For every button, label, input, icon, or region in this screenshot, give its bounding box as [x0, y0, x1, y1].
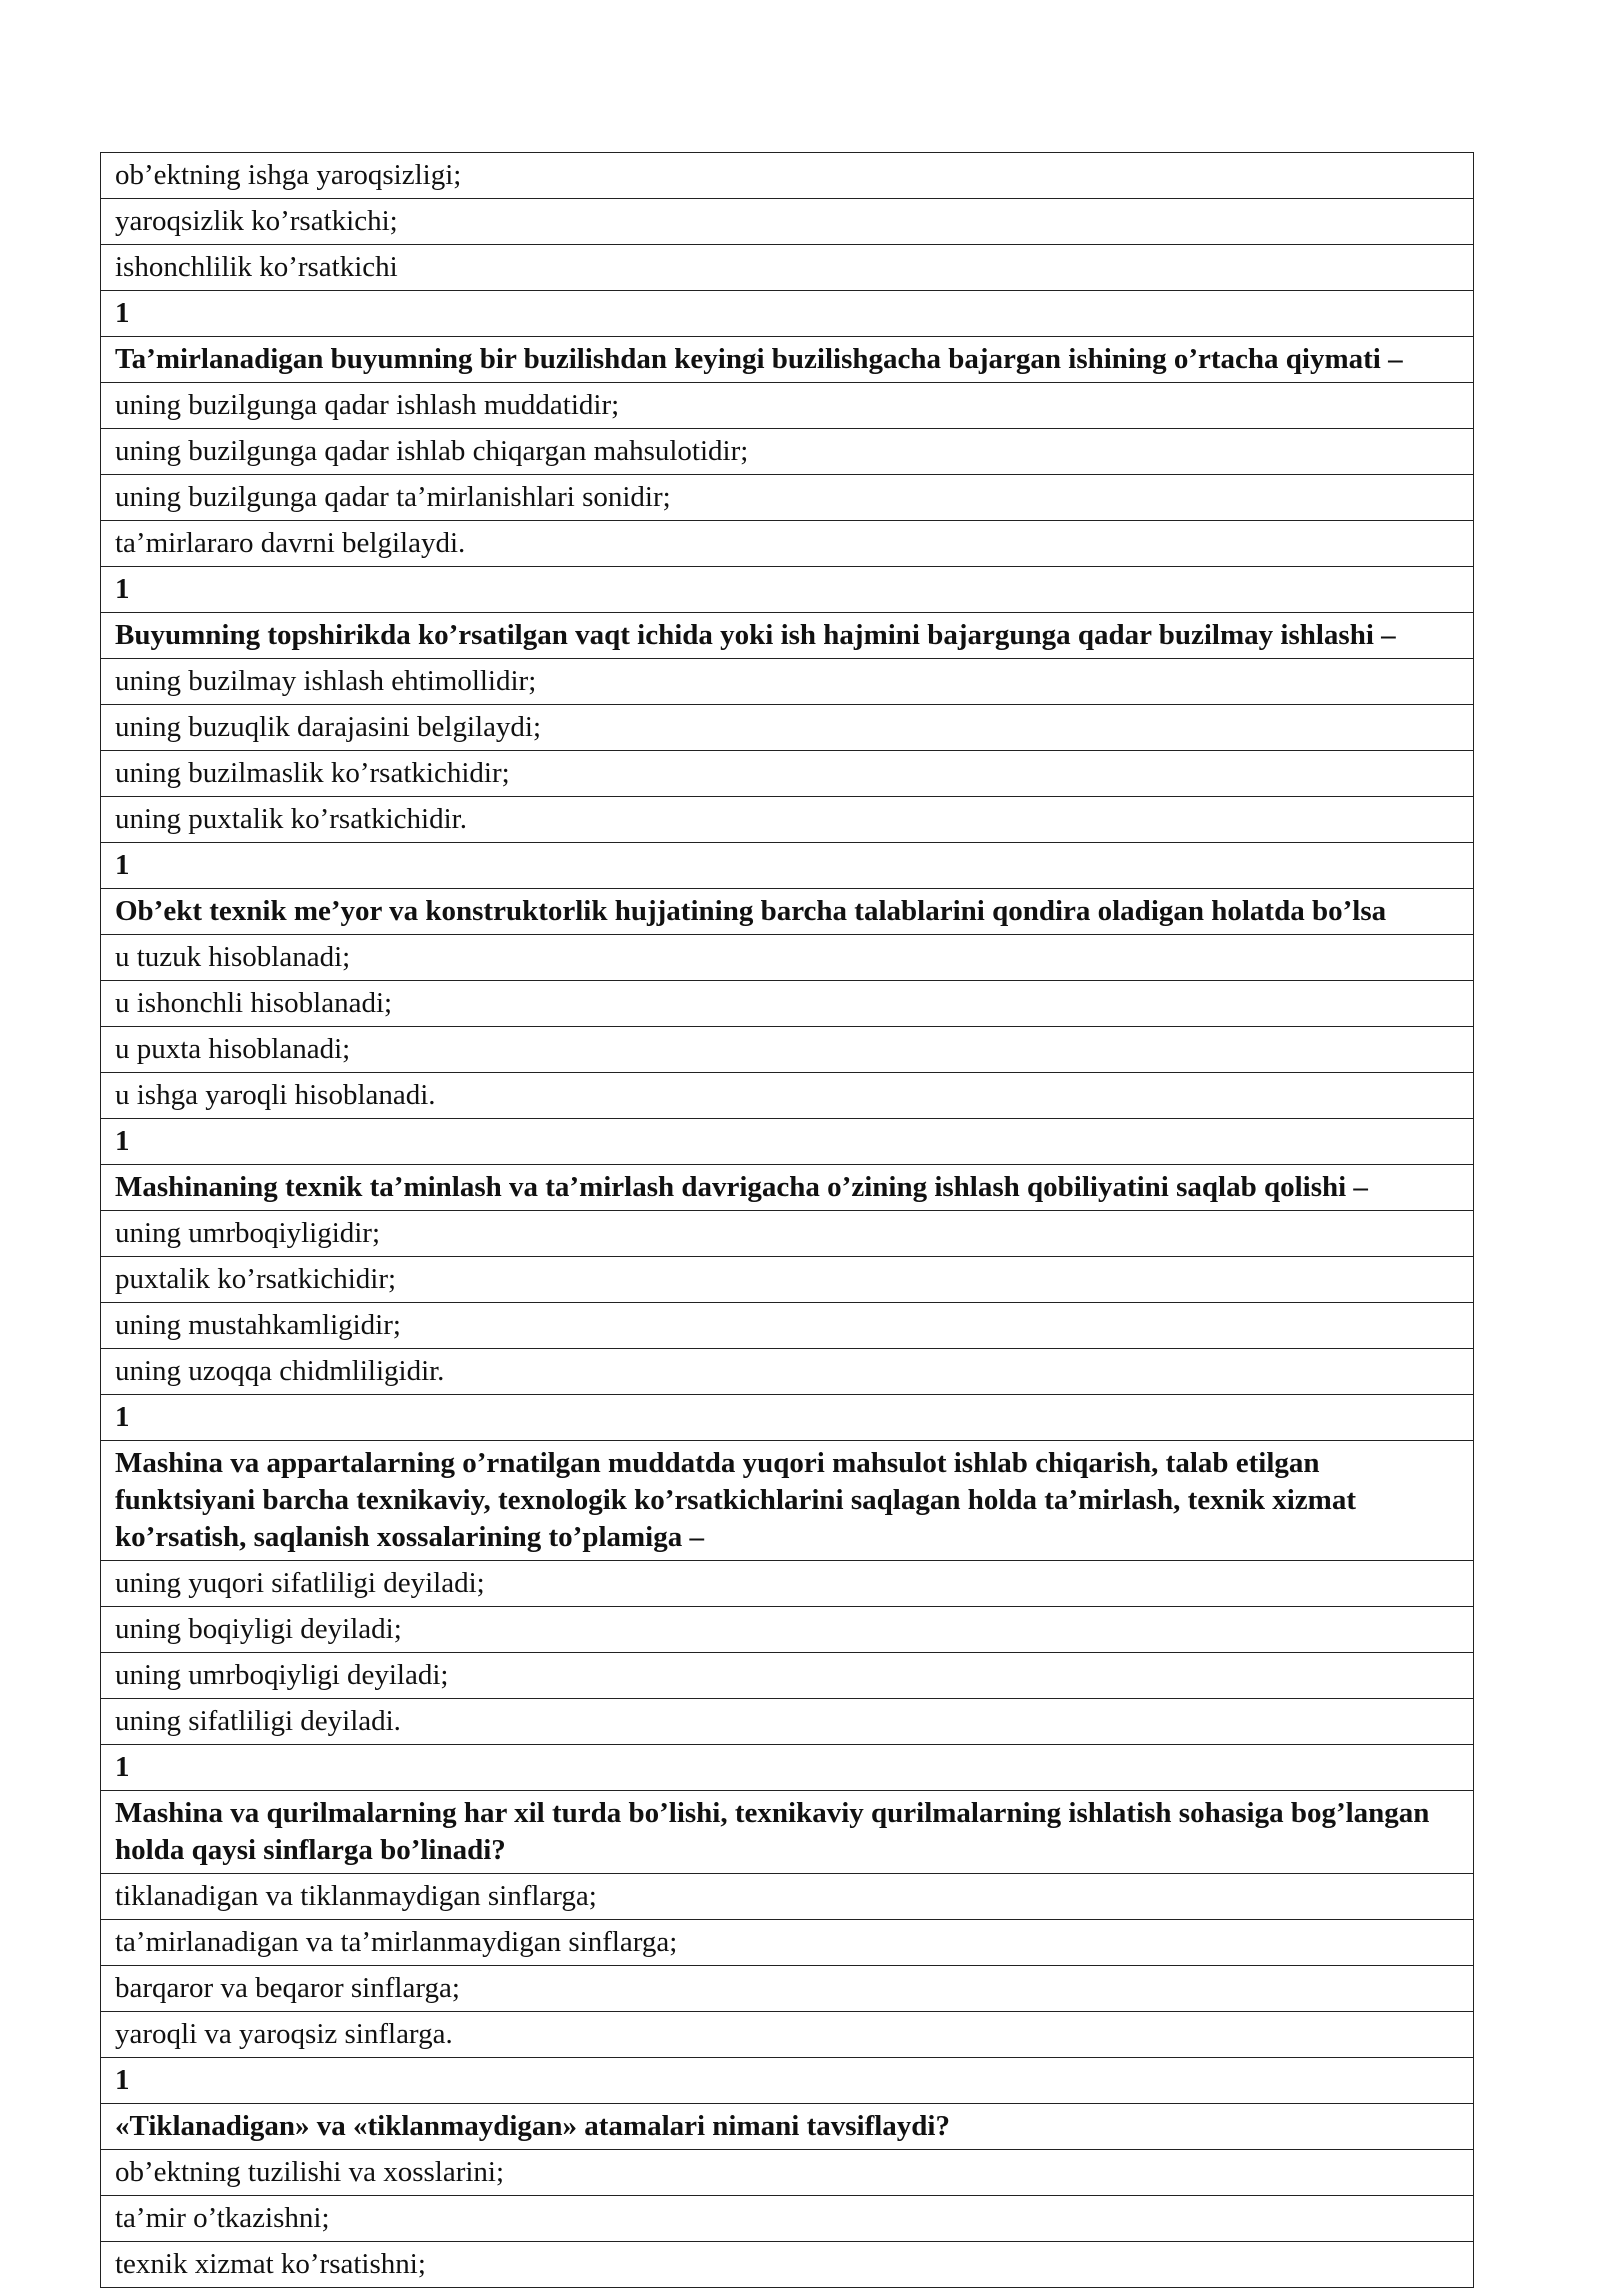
answer-text: uning buzilmaslik ko’rsatkichidir;	[101, 751, 1474, 797]
answer-row	[101, 245, 1474, 291]
answer-row	[101, 1257, 1474, 1303]
answer-text: u ishonchli hisoblanadi;	[101, 981, 1474, 1027]
answer-text: tiklanadigan va tiklanmaydigan sinflarga;	[101, 1874, 1474, 1920]
answer-text: ta’mirlararo davrni belgilaydi.	[101, 521, 1474, 567]
score-row	[101, 2058, 1474, 2104]
score-value: 1	[101, 291, 1474, 337]
answer-text: uning buzuqlik darajasini belgilaydi;	[101, 705, 1474, 751]
answer-row	[101, 475, 1474, 521]
answer-row	[101, 1349, 1474, 1395]
answer-row	[101, 1211, 1474, 1257]
answer-row	[101, 751, 1474, 797]
score-value: 1	[101, 1745, 1474, 1791]
answer-row	[101, 153, 1474, 199]
answer-text: uning puxtalik ko’rsatkichidir.	[101, 797, 1474, 843]
score-value: 1	[101, 567, 1474, 613]
answer-text: puxtalik ko’rsatkichidir;	[101, 1257, 1474, 1303]
question-text: Ta’mirlanadigan buyumning bir buzilishdan keyingi buzilishgacha bajargan ishining o’rtacha qiymati –	[101, 337, 1474, 383]
answer-text: barqaror va beqaror sinflarga;	[101, 1966, 1474, 2012]
question-text: «Tiklanadigan» va «tiklanmaydigan» atamalari nimani tavsiflaydi?	[101, 2104, 1474, 2150]
answer-text: uning mustahkamligidir;	[101, 1303, 1474, 1349]
answer-row	[101, 199, 1474, 245]
question-text: Buyumning topshirikda ko’rsatilgan vaqt ichida yoki ish hajmini bajargunga qadar buzilmay ishlashi –	[101, 613, 1474, 659]
score-value: 1	[101, 1119, 1474, 1165]
answer-text: uning sifatliligi deyiladi.	[101, 1699, 1474, 1745]
answer-row	[101, 1699, 1474, 1745]
answer-text: uning umrboqiyligidir;	[101, 1211, 1474, 1257]
answer-row	[101, 1920, 1474, 1966]
answer-text: u puxta hisoblanadi;	[101, 1027, 1474, 1073]
question-row	[101, 2104, 1474, 2150]
answer-text: uning buzilgunga qadar ta’mirlanishlari sonidir;	[101, 475, 1474, 521]
answer-text: uning buzilmay ishlash ehtimollidir;	[101, 659, 1474, 705]
answer-text: uning boqiyligi deyiladi;	[101, 1607, 1474, 1653]
answer-row	[101, 797, 1474, 843]
question-row	[101, 1791, 1474, 1874]
answer-text: uning umrboqiyligi deyiladi;	[101, 1653, 1474, 1699]
score-row	[101, 1119, 1474, 1165]
answer-row	[101, 1561, 1474, 1607]
score-row	[101, 1745, 1474, 1791]
answer-row	[101, 2150, 1474, 2196]
question-row	[101, 889, 1474, 935]
answer-text: ta’mir o’tkazishni;	[101, 2196, 1474, 2242]
score-row	[101, 1395, 1474, 1441]
question-text: Mashina va qurilmalarning har xil turda bo’lishi, texnikaviy qurilmalarning ishlatish sohasiga bog’langan holda qaysi sinflarga bo’linadi?	[101, 1791, 1474, 1874]
answer-text: uning yuqori sifatliligi deyiladi;	[101, 1561, 1474, 1607]
answer-text: uning uzoqqa chidmliligidir.	[101, 1349, 1474, 1395]
answer-row	[101, 1303, 1474, 1349]
answer-text: u tuzuk hisoblanadi;	[101, 935, 1474, 981]
answer-text: ob’ektning tuzilishi va xosslarini;	[101, 2150, 1474, 2196]
answer-row	[101, 981, 1474, 1027]
score-value: 1	[101, 1395, 1474, 1441]
question-text: Ob’ekt texnik me’yor va konstruktorlik hujjatining barcha talablarini qondira oladigan holatda bo’lsa	[101, 889, 1474, 935]
answer-row	[101, 2012, 1474, 2058]
score-row	[101, 291, 1474, 337]
answer-text: ishonchlilik ko’rsatkichi	[101, 245, 1474, 291]
question-table-body	[101, 153, 1474, 2288]
score-row	[101, 567, 1474, 613]
question-table	[100, 152, 1474, 2288]
answer-row	[101, 1653, 1474, 1699]
answer-row	[101, 1874, 1474, 1920]
question-row	[101, 1165, 1474, 1211]
answer-row	[101, 935, 1474, 981]
question-row	[101, 613, 1474, 659]
score-value: 1	[101, 843, 1474, 889]
question-text: Mashina va appartalarning o’rnatilgan muddatda yuqori mahsulot ishlab chiqarish, talab etilgan funktsiyani barcha texnikaviy, texnologik ko’rsatkichlarini saqlagan holda ta’mirlash, texnik xizmat ko’rsatish, saqlanish xossalarining to’plamiga –	[101, 1441, 1474, 1561]
answer-text: texnik xizmat ko’rsatishni;	[101, 2242, 1474, 2288]
document-page	[100, 152, 1474, 2288]
answer-row	[101, 2242, 1474, 2288]
answer-row	[101, 1607, 1474, 1653]
question-text: Mashinaning texnik ta’minlash va ta’mirlash davrigacha o’zining ishlash qobiliyatini saqlab qolishi –	[101, 1165, 1474, 1211]
answer-row	[101, 2196, 1474, 2242]
answer-text: uning buzilgunga qadar ishlash muddatidir;	[101, 383, 1474, 429]
answer-row	[101, 521, 1474, 567]
answer-text: yaroqsizlik ko’rsatkichi;	[101, 199, 1474, 245]
answer-row	[101, 1966, 1474, 2012]
question-row	[101, 1441, 1474, 1561]
answer-row	[101, 705, 1474, 751]
answer-row	[101, 659, 1474, 705]
answer-row	[101, 1073, 1474, 1119]
score-value: 1	[101, 2058, 1474, 2104]
answer-text: u ishga yaroqli hisoblanadi.	[101, 1073, 1474, 1119]
answer-row	[101, 429, 1474, 475]
answer-row	[101, 1027, 1474, 1073]
answer-text: ta’mirlanadigan va ta’mirlanmaydigan sinflarga;	[101, 1920, 1474, 1966]
answer-text: yaroqli va yaroqsiz sinflarga.	[101, 2012, 1474, 2058]
answer-text: uning buzilgunga qadar ishlab chiqargan mahsulotidir;	[101, 429, 1474, 475]
answer-text: ob’ektning ishga yaroqsizligi;	[101, 153, 1474, 199]
question-row	[101, 337, 1474, 383]
score-row	[101, 843, 1474, 889]
answer-row	[101, 383, 1474, 429]
